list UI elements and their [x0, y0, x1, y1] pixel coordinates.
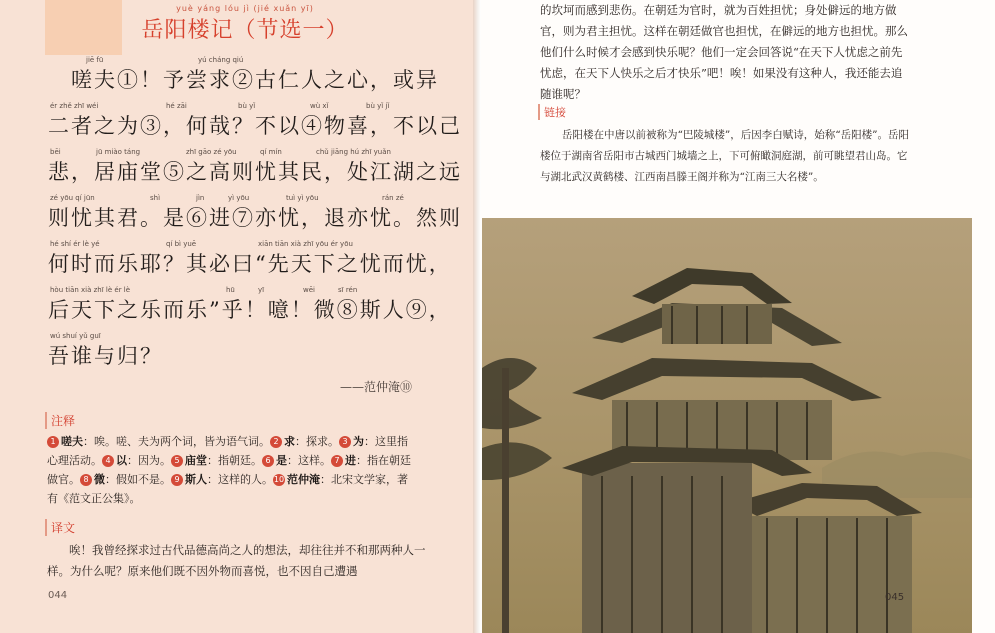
poem-characters: 二者之为③，何哉？不以④物喜，不以己 [48, 114, 462, 138]
note-number: 6 [262, 455, 274, 467]
note-definition: ：探求。 [295, 435, 339, 448]
translation-text: 唉！我曾经探求过古代品德高尚之人的想法，却往往并不和那两种人一样。为什么呢？原来他们既不因外物而喜悦，也不因自己遭遇 [47, 543, 426, 578]
pinyin-annotation: wēi [303, 286, 315, 294]
poem-line [48, 190, 462, 236]
pinyin-annotation: hé zāi [166, 102, 187, 110]
note-definition: ：指朝廷。 [207, 454, 262, 467]
pinyin-annotation: qí bì yuē [166, 240, 197, 248]
pinyin-annotation: yú cháng qiú [198, 56, 244, 64]
poem-characters: 吾谁与归？ [48, 344, 163, 368]
tower-illustration [482, 218, 972, 633]
left-page [0, 0, 473, 633]
note-item [47, 435, 270, 448]
corner-decoration [45, 0, 122, 55]
poem-characters: 则忧其君。是⑥进⑦亦忧，退亦忧。然则 [48, 206, 462, 230]
note-term: 以 [116, 454, 127, 467]
pinyin-annotation: qí mín [260, 148, 282, 156]
note-number: 3 [339, 436, 351, 448]
pinyin-annotation: zhī gāo zé yōu [186, 148, 237, 156]
note-number: 9 [171, 474, 183, 486]
note-definition: ：唉。嗟、夫为两个词，皆为语气词。 [83, 435, 270, 448]
notes-label: 注释 [45, 412, 75, 429]
pinyin-annotation: yī [258, 286, 265, 294]
poem-characters: 何时而乐耶？其必曰“先天下之忧而忧， [48, 252, 452, 276]
note-item [171, 454, 262, 467]
note-number: 8 [80, 474, 92, 486]
note-definition: ：指在朝廷做官。 [47, 454, 411, 486]
page-title: 岳阳楼记（节选一） [141, 18, 349, 43]
note-item [80, 473, 171, 486]
poem-line [48, 236, 452, 282]
note-term: 庙堂 [185, 454, 207, 467]
note-term: 范仲淹 [287, 473, 320, 486]
note-definition: ：北宋文学家，著有《范文正公集》。 [47, 473, 408, 505]
poem-line [48, 328, 433, 374]
pinyin-annotation: wú shuí yǔ guī [50, 332, 101, 340]
right-margin [972, 218, 995, 633]
info-text: 岳阳楼在中唐以前被称为“巴陵城楼”，后因李白赋诗，始称“岳阳楼”。岳阳楼位于湖南省岳阳市古城西门城墙之上，下可俯瞰洞庭湖，前可眺望君山岛。它与湖北武汉黄鹤楼、江西南昌滕王阁并称为“江南三大名楼”。 [540, 129, 909, 183]
poem-line [48, 52, 439, 98]
poem-line [48, 98, 462, 144]
note-definition: ：这样的人。 [207, 473, 273, 486]
author-line: ——范仲淹⑩ [340, 380, 413, 394]
pinyin-annotation: bù yǐ [238, 102, 256, 110]
poem-characters: 悲，居庙堂⑤之高则忧其民，处江湖之远 [48, 160, 462, 184]
pinyin-annotation: yì yōu [228, 194, 250, 202]
pinyin-annotation: wù xǐ [310, 102, 329, 110]
pinyin-annotation: jū miào táng [96, 148, 141, 156]
translation-label: 译文 [45, 519, 75, 536]
pinyin-annotation: rán zé [382, 194, 404, 202]
pinyin-annotation: jiē fū [86, 56, 104, 64]
note-item [102, 454, 171, 467]
pinyin-annotation: tuì yì yōu [286, 194, 319, 202]
note-number: 5 [171, 455, 183, 467]
pinyin-annotation: bēi [50, 148, 61, 156]
note-term: 是 [276, 454, 287, 467]
pinyin-annotation: bù yǐ jǐ [366, 102, 390, 110]
notes-block [47, 432, 417, 508]
pinyin-annotation: jìn [196, 194, 205, 202]
poem-characters: 嗟夫①！予尝求②古仁人之心，或异 [48, 68, 439, 92]
note-item [270, 435, 339, 448]
note-term: 为 [353, 435, 364, 448]
pinyin-annotation: zé yōu qí jūn [50, 194, 95, 202]
note-item [171, 473, 273, 486]
pinyin-annotation: hé shí ér lè yé [50, 240, 100, 248]
note-definition: ：这里指心理活动。 [47, 435, 408, 467]
poem-characters: 后天下之乐而乐”乎！噫！微⑧斯人⑨， [48, 298, 452, 322]
note-item [262, 454, 331, 467]
pinyin-annotation: sī rén [338, 286, 358, 294]
note-term: 嗟夫 [61, 435, 83, 448]
yueyang-tower-painting [482, 218, 972, 633]
page-number-left: 044 [48, 590, 68, 601]
poem-line [48, 282, 452, 328]
note-term: 微 [94, 473, 105, 486]
page-number-right: 045 [885, 592, 905, 603]
note-number: 2 [270, 436, 282, 448]
poem-line [48, 144, 462, 190]
note-number: 1 [47, 436, 59, 448]
note-term: 斯人 [185, 473, 207, 486]
pinyin-annotation: ér zhě zhī wéi [50, 102, 99, 110]
title-block [140, 4, 350, 44]
pinyin-annotation: hòu tiān xià zhī lè ér lè [50, 286, 131, 294]
book-gutter [473, 0, 481, 633]
pinyin-annotation: shì [150, 194, 161, 202]
info-label: 链接 [538, 104, 566, 120]
title-pinyin: yuè yáng lóu jì (jié xuǎn yī) [176, 4, 314, 13]
pinyin-annotation: chǔ jiāng hú zhī yuǎn [316, 148, 391, 156]
poem-text [48, 52, 462, 374]
note-definition: ：假如不是。 [105, 473, 171, 486]
note-definition: ：因为。 [127, 454, 171, 467]
note-definition: ：这样。 [287, 454, 331, 467]
pinyin-annotation: xiān tiān xià zhī yōu ér yōu [258, 240, 353, 248]
note-number: 10 [273, 475, 285, 484]
note-number: 7 [331, 455, 343, 467]
note-term: 求 [284, 435, 295, 448]
note-number: 4 [102, 455, 114, 467]
translation-continued: 的坎坷而感到悲伤。在朝廷为官时，就为百姓担忧；身处僻远的地方做官，则为君主担忧。这样在朝廷做官也担忧，在僻远的地方也担忧。那么他们什么时候才会感到快乐呢？他们一定会回答说“在天下人忧虑之前先忧虑，在天下人快乐之后才快乐”吧！唉！如果没有这种人，我还能去追随谁呢？ [540, 3, 908, 101]
pinyin-annotation: hū [226, 286, 235, 294]
note-term: 进 [345, 454, 356, 467]
